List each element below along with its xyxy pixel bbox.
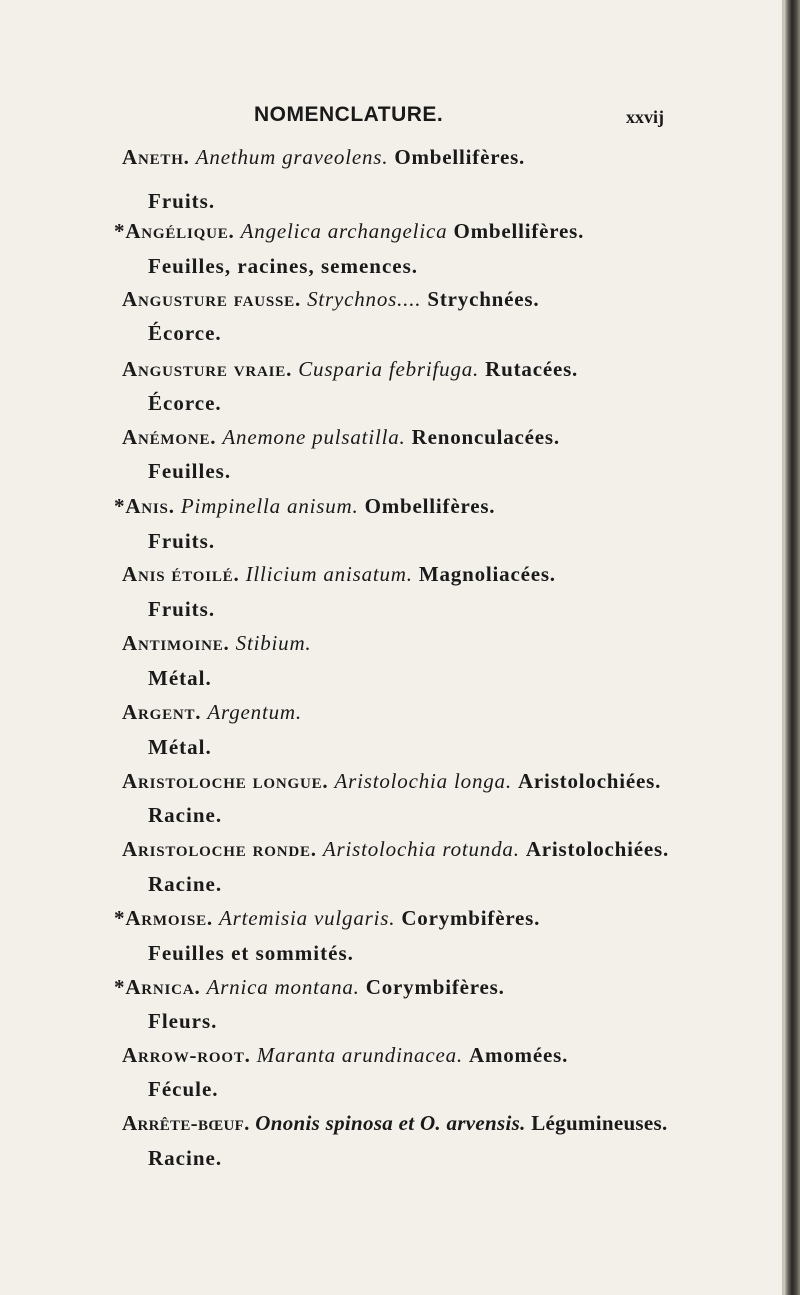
entry-latin-name: Aristolochia rotunda. xyxy=(322,837,520,861)
entry-latin-name: Artemisia vulgaris. xyxy=(219,906,396,930)
entry-family: Renonculacées. xyxy=(411,425,560,449)
entry-latin-name: Pimpinella anisum. xyxy=(180,494,359,518)
entry-name: Aristoloche longue. xyxy=(122,769,329,793)
entry-name: Armoise. xyxy=(125,906,213,930)
entry-family: Aristolochiées. xyxy=(517,769,662,793)
entry-part: Fruits. xyxy=(148,189,216,213)
entry-family: Ombellifères. xyxy=(394,145,526,169)
entry-name: Anis étoilé. xyxy=(122,562,240,586)
entry-name: Angusture fausse. xyxy=(122,287,302,311)
asterisk-mark: * xyxy=(114,975,126,999)
entry-part: Feuilles et sommités. xyxy=(148,941,354,965)
entry-heading xyxy=(114,906,540,931)
entry-heading xyxy=(122,562,556,587)
entry-heading xyxy=(122,357,578,382)
asterisk-mark: * xyxy=(114,906,126,930)
entry-heading xyxy=(114,219,584,244)
entry-heading xyxy=(122,1043,568,1068)
entry-family: Rutacées. xyxy=(485,357,579,381)
entry-part: Métal. xyxy=(148,735,212,759)
entry-heading xyxy=(114,975,505,1000)
entry-part: Racine. xyxy=(148,1146,223,1170)
entry-latin-name: Anemone pulsatilla. xyxy=(222,425,406,449)
entry-family: Aristolochiées. xyxy=(525,837,670,861)
entry-heading xyxy=(122,769,661,794)
asterisk-mark: * xyxy=(114,494,126,518)
entry-name: Aneth. xyxy=(122,145,190,169)
entry-family: Corymbifères. xyxy=(365,975,505,999)
entry-part: Écorce. xyxy=(148,321,222,345)
entry-name: Arrow-root. xyxy=(122,1043,251,1067)
asterisk-mark: * xyxy=(114,219,126,243)
page-title: NOMENCLATURE. xyxy=(254,103,444,126)
entry-heading xyxy=(122,837,669,862)
entry-name: Arnica. xyxy=(125,975,201,999)
entry-heading xyxy=(122,287,539,312)
entry-latin-name: Aristolochia longa. xyxy=(334,769,512,793)
entry-part: Métal. xyxy=(148,666,212,690)
entry-part: Racine. xyxy=(148,872,223,896)
entry-heading xyxy=(122,425,560,450)
entry-family: Ombellifères. xyxy=(453,219,585,243)
entry-family: Ombellifères. xyxy=(364,494,496,518)
entry-latin-name: Ononis spinosa et O. arvensis. xyxy=(255,1111,526,1135)
running-head xyxy=(0,103,800,133)
entry-heading xyxy=(122,145,525,170)
entry-name: Anis. xyxy=(125,494,175,518)
page-number: xxvij xyxy=(626,107,664,127)
entry-part: Fécule. xyxy=(148,1077,219,1101)
entry-name: Arrête-bœuf. xyxy=(122,1111,250,1135)
entry-latin-name: Angelica archangelica xyxy=(240,219,448,243)
entry-name: Aristoloche ronde. xyxy=(122,837,317,861)
entry-name: Antimoine. xyxy=(122,631,230,655)
entry-latin-name: Arnica montana. xyxy=(206,975,360,999)
entry-part: Fruits. xyxy=(148,529,216,553)
entry-heading xyxy=(122,631,311,656)
entry-name: Argent. xyxy=(122,700,202,724)
entry-part: Fruits. xyxy=(148,597,216,621)
entry-name: Angélique. xyxy=(125,219,235,243)
entry-family: Légumineuses. xyxy=(531,1111,668,1135)
entry-family: Amomées. xyxy=(469,1043,569,1067)
entry-family: Magnoliacées. xyxy=(418,562,556,586)
entry-latin-name: Cusparia febrifuga. xyxy=(298,357,480,381)
entry-part: Feuilles. xyxy=(148,459,232,483)
entry-family: Strychnées. xyxy=(427,287,540,311)
entry-latin-name: Argentum. xyxy=(207,700,302,724)
entry-part: Feuilles, racines, semences. xyxy=(148,254,419,278)
entry-latin-name: Anethum graveolens. xyxy=(195,145,389,169)
entry-latin-name: Illicium anisatum. xyxy=(245,562,413,586)
entry-heading xyxy=(122,700,302,725)
entry-heading xyxy=(122,1111,668,1136)
entry-latin-name: Stibium. xyxy=(235,631,312,655)
entry-heading xyxy=(114,494,495,519)
entry-name: Anémone. xyxy=(122,425,217,449)
entry-family: Corymbifères. xyxy=(401,906,541,930)
entry-latin-name: Strychnos.... xyxy=(307,287,422,311)
entry-part: Fleurs. xyxy=(148,1009,218,1033)
entry-part: Écorce. xyxy=(148,391,222,415)
book-page-edge xyxy=(784,0,800,1295)
entry-name: Angusture vraie. xyxy=(122,357,293,381)
entry-latin-name: Maranta arundinacea. xyxy=(256,1043,463,1067)
entry-part: Racine. xyxy=(148,803,223,827)
